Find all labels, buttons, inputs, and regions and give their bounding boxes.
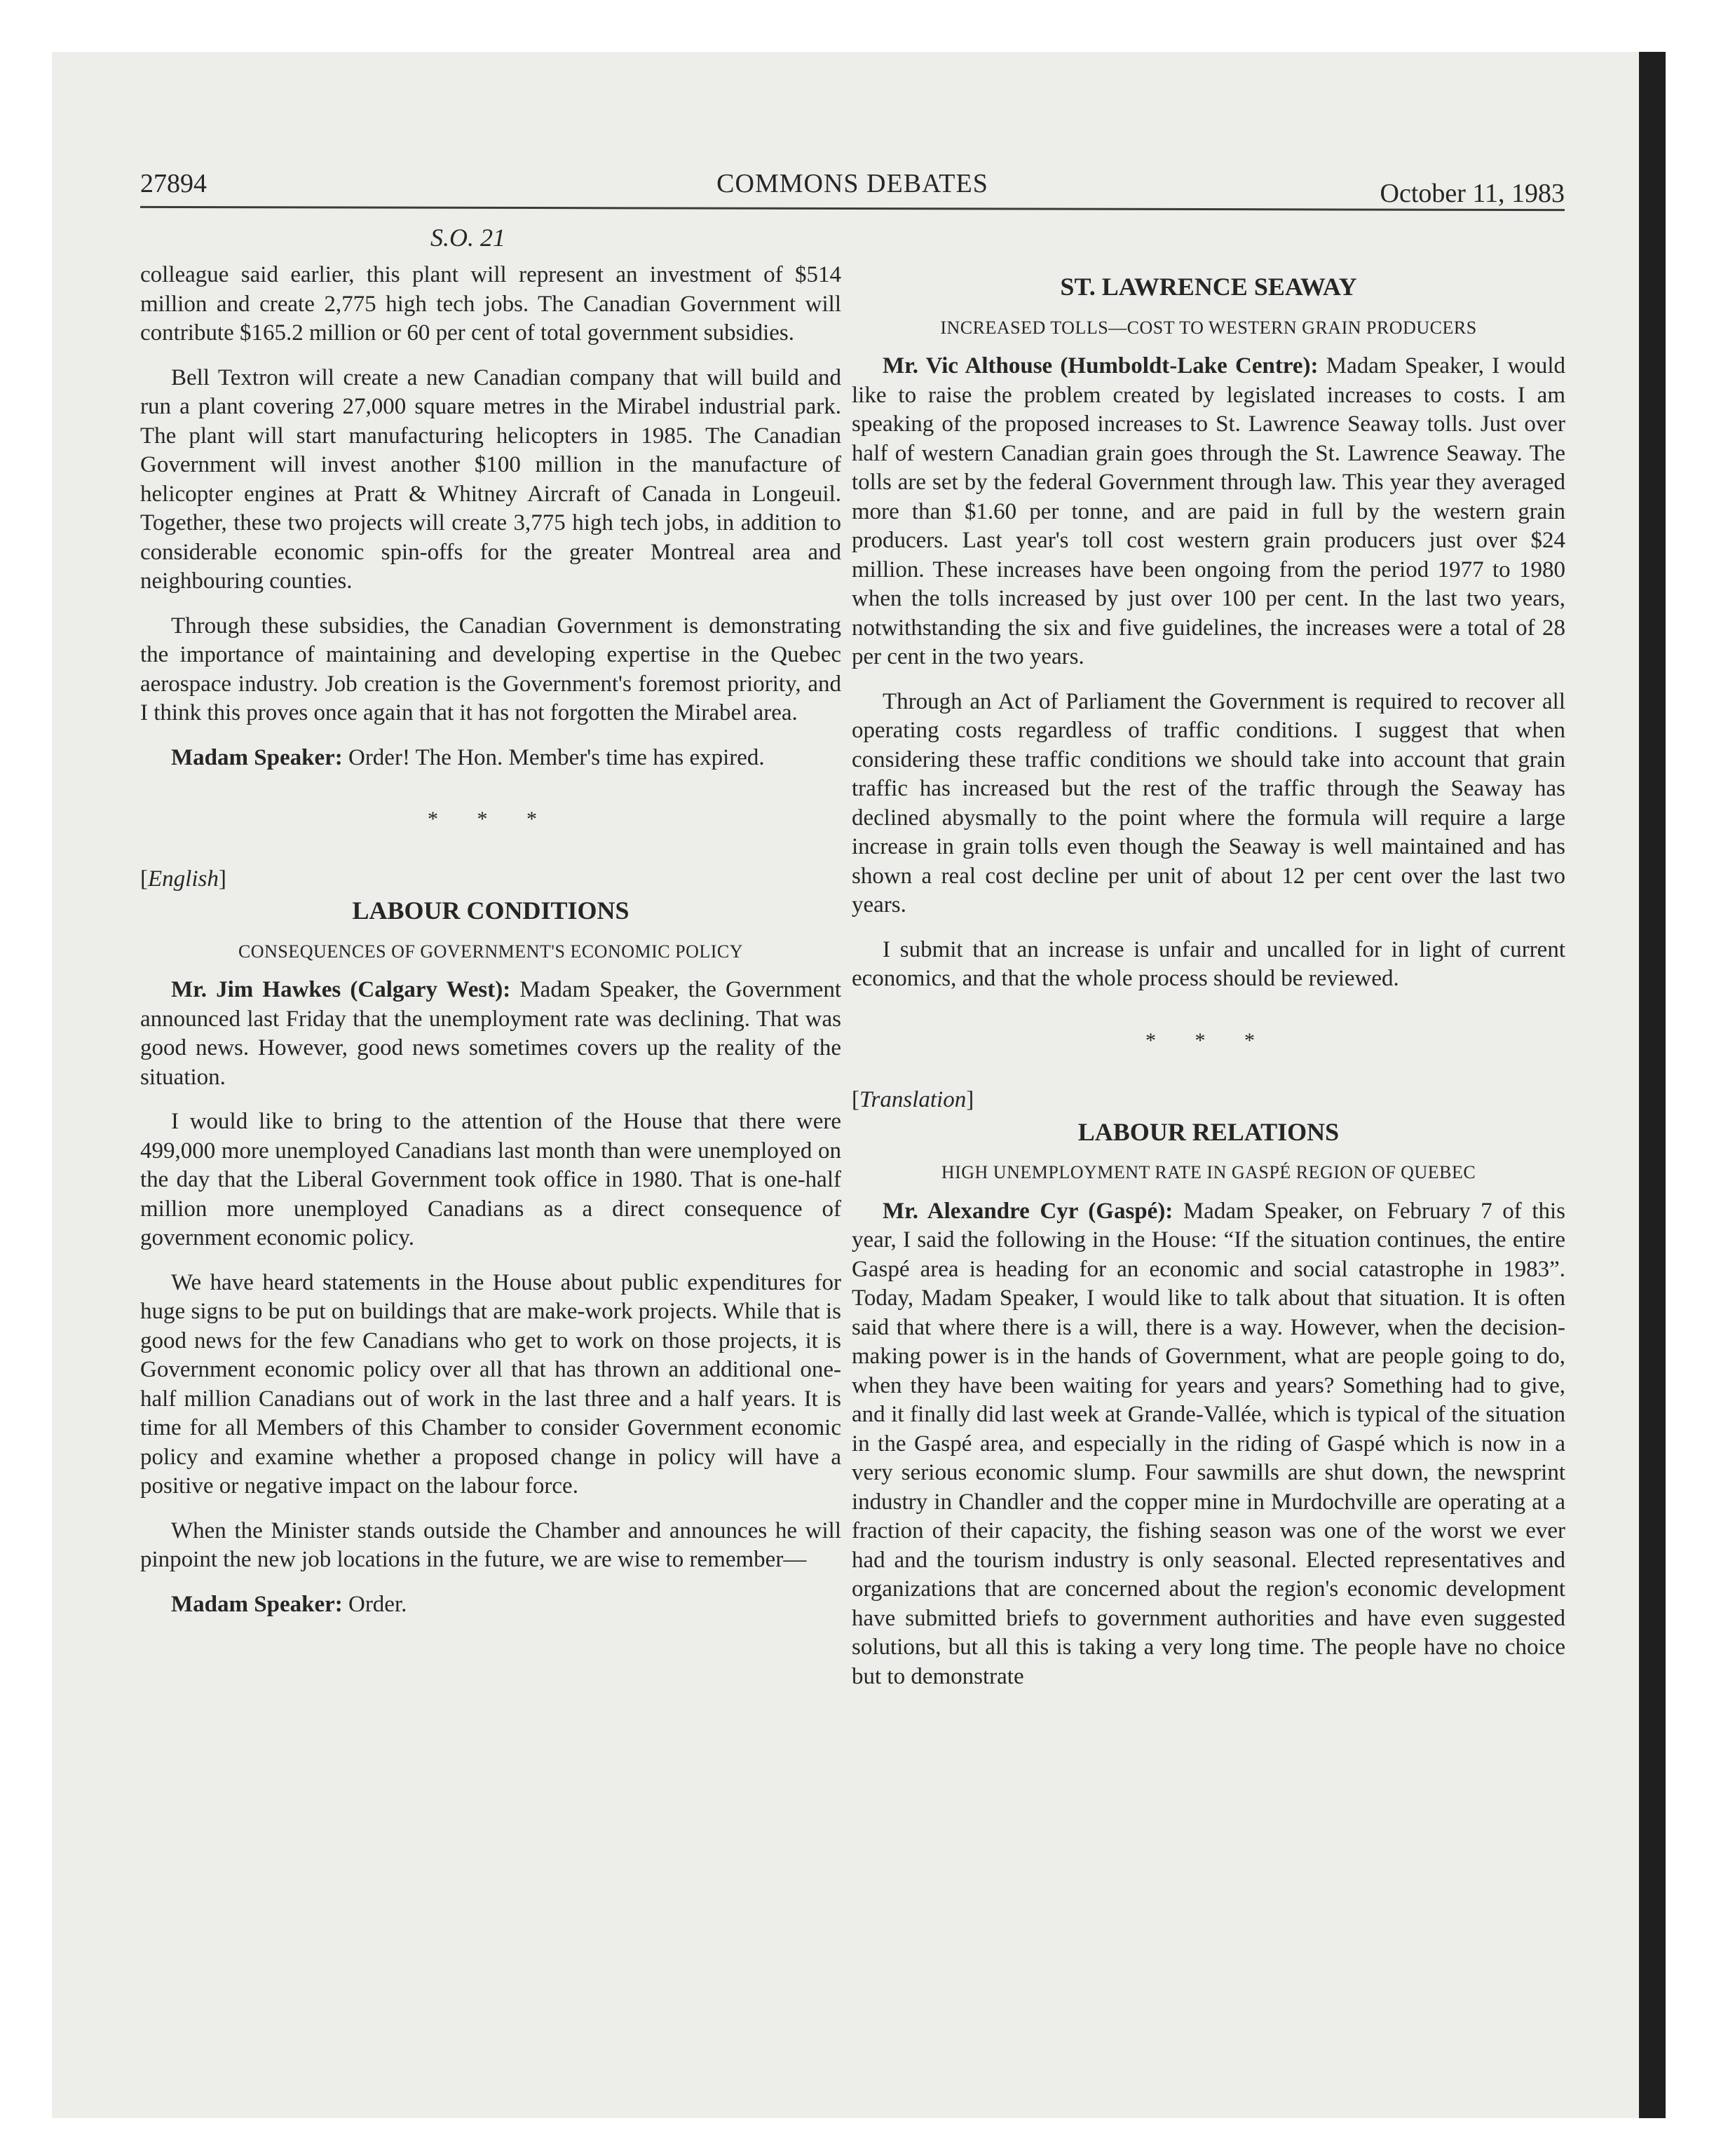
paragraph [140, 1590, 841, 1620]
publication-date: October 11, 1983 [1380, 179, 1565, 208]
paragraph [140, 744, 841, 773]
speaker-name: Mr. Jim Hawkes (Calgary West): [171, 977, 511, 1002]
section-separator: * * * [428, 807, 554, 831]
section-subheading: INCREASED TOLLS—COST TO WESTERN GRAIN PRODUCERS [940, 317, 1477, 338]
section-heading: LABOUR CONDITIONS [352, 896, 630, 925]
language-marker [852, 1086, 1565, 1115]
section-heading: ST. LAWRENCE SEAWAY [1060, 273, 1357, 301]
section-heading: LABOUR RELATIONS [1077, 1117, 1340, 1146]
paragraph [140, 976, 841, 1092]
section-subheading: CONSEQUENCES OF GOVERNMENT'S ECONOMIC POLICY [238, 941, 744, 962]
section-subheading: HIGH UNEMPLOYMENT RATE IN GASPÉ REGION OF QUEBEC [941, 1162, 1476, 1182]
language-marker [140, 865, 841, 894]
speech-text: Madam Speaker, on February 7 of this year, I said the following in the House: “If the situation continues, the entire Gaspé area is heading for an economic and social catastrophe in 1983”. Today, Madam Speaker, I would like to talk about that situation. It is often said that where there is a will, there is a way. However, when the decision-making power is in the hands of Government, what are people going to do, when they have been waiting for years and years? Something had to give, and it finally did last week at Grande-Vallée, which is typical of the situation in the Gaspé area, and especially in the riding of Gaspé which is now in a very serious economic slump. Four sawmills are shut down, the newsprint industry in Chandler and the copper mine in Murdochville are operating at a fraction of their capacity, the fishing season was one of the worst we ever had and the tourism industry is only seasonal. Elected representatives and organizations that are concerned about the region's economic development have submitted briefs to government authorities and have even suggested solutions, but all this is taking a very long time. The people have no choice but to demonstrate [852, 1198, 1565, 1689]
paragraph: Through these subsidies, the Canadian Government is demonstrating the importance of maintaining and developing expertise in the Quebec aerospace industry. Job creation is the Government's foremost priority, and I think this proves once again that it has not forgotten the Mirabel area. [140, 613, 841, 725]
speech-text: Madam Speaker, I would like to raise the problem created by legislated increases to costs. I am speaking of the proposed increases to St. Lawrence Seaway tolls. Just over half of western Canadian grain goes through the St. Lawrence Seaway. The tolls are set by the federal Government through law. This year they averaged more than $1.60 per tonne, and are paid in full by the western grain producers. Last year's toll cost western grain producers just over $24 million. These increases have been ongoing from the period 1977 to 1980 when the tolls increased by just over 100 per cent. In the last two years, notwithstanding the six and five guidelines, the increases were a total of 28 per cent in the two years. [852, 353, 1565, 669]
bracket-close: ] [218, 866, 226, 892]
publication-title: COMMONS DEBATES [716, 169, 988, 198]
paragraph [852, 352, 1565, 672]
speech-text: Madam Speaker, the Government announced last Friday that the unemployment rate was declining. That was good news. However, good news sometimes covers up the reality of the situation. [140, 977, 841, 1090]
page-number: 27894 [140, 169, 207, 198]
paragraph: I submit that an increase is unfair and uncalled for in light of current economics, and that the whole process should be reviewed. [852, 936, 1565, 991]
language-label: Translation [859, 1087, 967, 1112]
speaker-name: Madam Speaker: [171, 744, 343, 770]
speaker-name: Mr. Alexandre Cyr (Gaspé): [883, 1198, 1173, 1224]
paragraph: When the Minister stands outside the Chamber and announces he will pinpoint the new job locations in the future, we are wise to remember— [140, 1517, 841, 1572]
paragraph: I would like to bring to the attention of the House that there were 499,000 more unemployed Canadians last month than were unemployed on the day that the Liberal Government took office in 1980. That is one-half million more unemployed Canadians as a direct consequence of government economic policy. [140, 1109, 841, 1250]
speaker-name: Mr. Vic Althouse (Humboldt-Lake Centre): [883, 353, 1319, 378]
right-column [852, 264, 1565, 1707]
left-column [140, 261, 841, 1635]
paragraph: Through an Act of Parliament the Government is required to recover all operating costs regardless of traffic conditions. I suggest that when considering these traffic conditions we should take into account that grain traffic has increased but the rest of the traffic through the Seaway has declined abysmally to the point where the formula will require a large increase in grain tolls even though the Seaway is well maintained and has shown a real cost decline per unit of about 12 per cent over the last two years. [852, 688, 1565, 917]
speech-text: Order. [342, 1591, 407, 1617]
language-label: English [148, 866, 219, 892]
bracket-close: ] [966, 1087, 974, 1112]
speech-text: Order! The Hon. Member's time has expired. [342, 744, 765, 770]
bracket-open: [ [140, 866, 148, 892]
paragraph [852, 1197, 1565, 1692]
section-marker: S.O. 21 [430, 224, 505, 252]
speaker-name: Madam Speaker: [171, 1591, 343, 1617]
bracket-open: [ [852, 1087, 859, 1112]
paragraph: Bell Textron will create a new Canadian company that will build and run a plant covering 27,000 square metres in the Mirabel industrial park. The plant will start manufacturing helicopters in 1985. The Canadian Government will invest another $100 million in the manufacture of helicopter engines at Pratt & Whitney Aircraft of Canada in Longeuil. Together, these two projects will create 3,775 high tech jobs, in addition to considerable economic spin-offs for the greater Montreal area and neighbouring counties. [140, 364, 841, 594]
paragraph: colleague said earlier, this plant will represent an investment of $514 million and create 2,775 high tech jobs. The Canadian Government will contribute $165.2 million or 60 per cent of total government subsidies. [140, 262, 841, 346]
page-header [140, 168, 1565, 210]
section-separator: * * * [1145, 1028, 1272, 1052]
page-edge-shadow [1639, 52, 1666, 2118]
paragraph: We have heard statements in the House about public expenditures for huge signs to be put on buildings that are make-work projects. While that is good news for the few Canadians who get to work on those projects, it is Government economic policy over all that has thrown an additional one-half million Canadians out of work in the last three and a half years. It is time for all Members of this Chamber to consider Government economic policy and examine whether a proposed change in policy will have a positive or negative impact on the labour force. [140, 1269, 841, 1499]
